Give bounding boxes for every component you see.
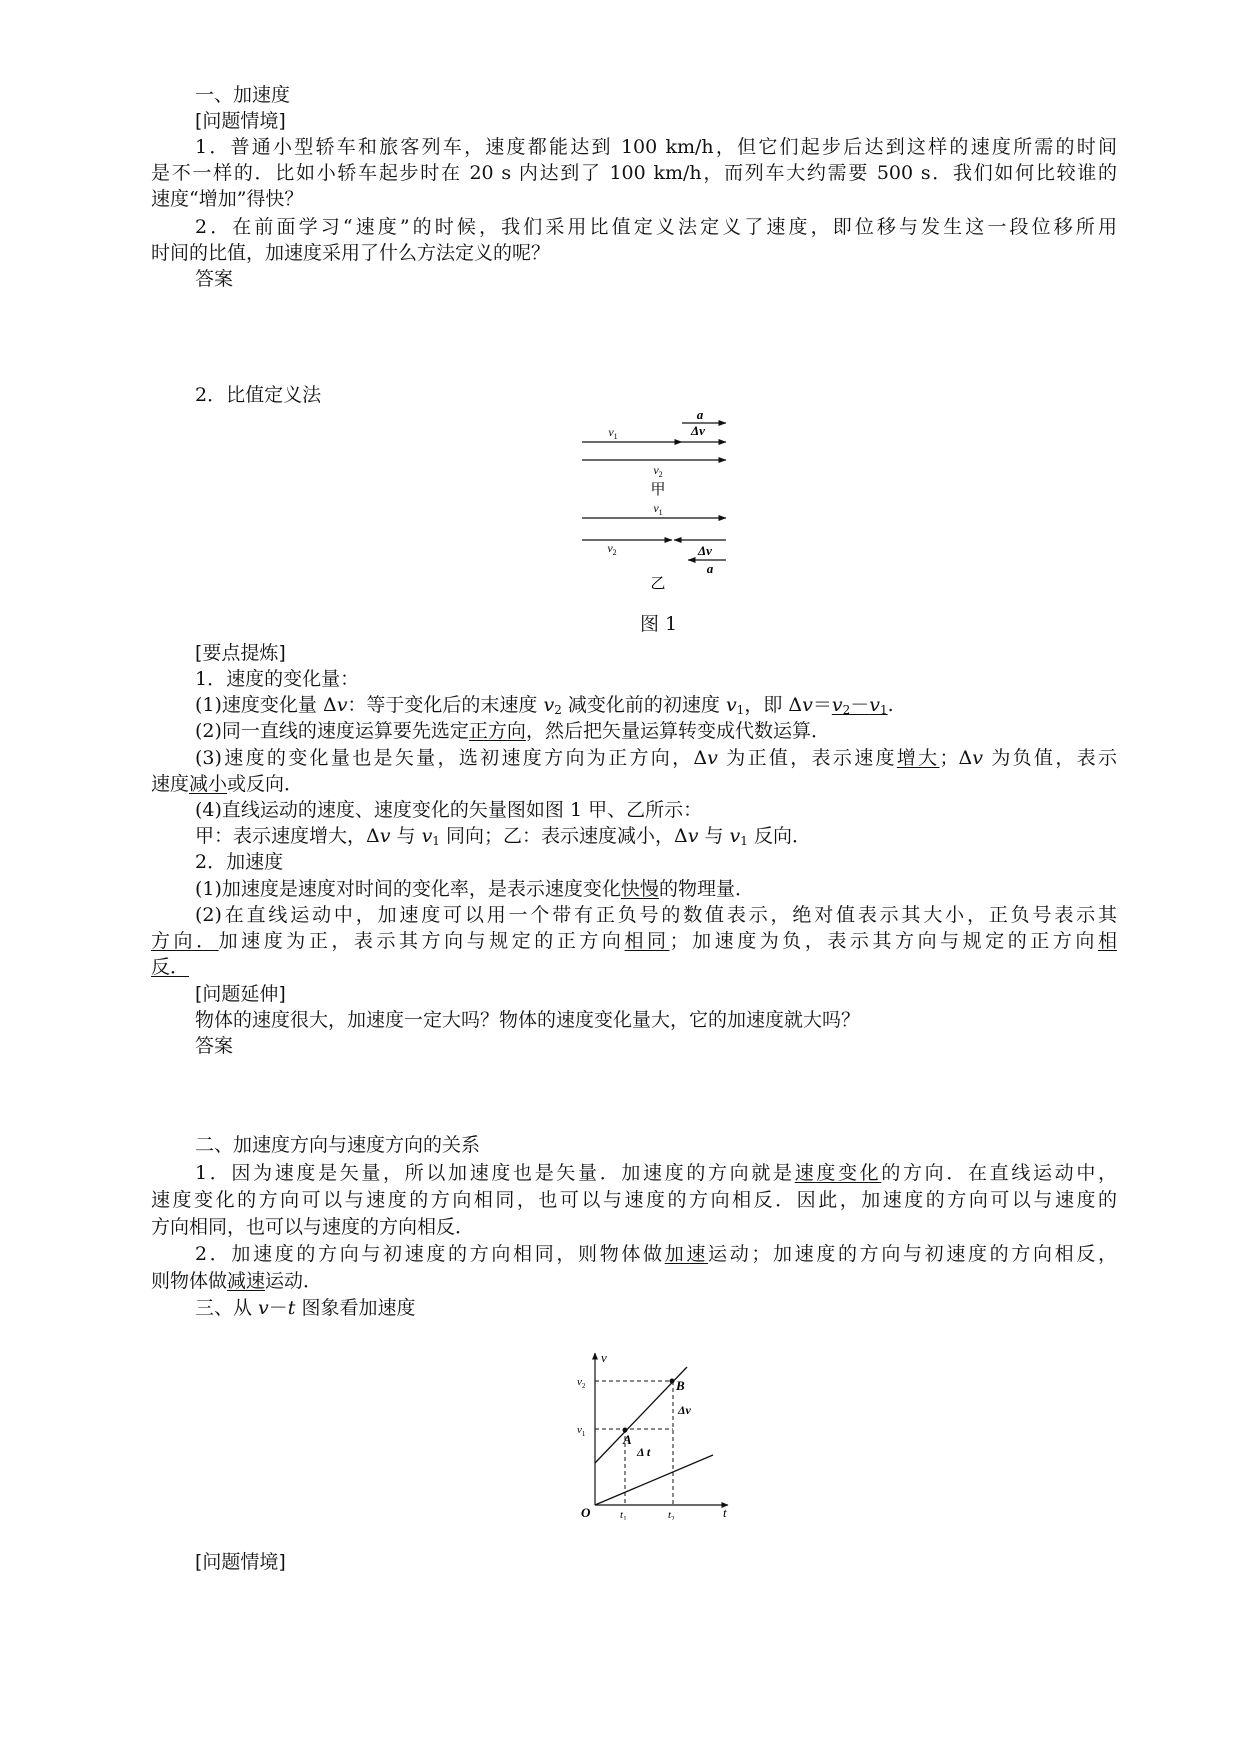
section-title-acceleration: 一、加速度 — [195, 84, 291, 106]
underlined-speed: 快慢 — [620, 878, 659, 900]
label-delta-t: Δ t — [637, 1445, 651, 1459]
question-2-line-1: 2．在前面学习“速度”的时候，我们采用比值定义法定义了速度，即位移与发生这一段位移所用 — [195, 216, 1117, 238]
key-item-2-1: (1)加速度是速度对时间的变化率，是表示速度变化快慢的物理量． — [195, 878, 754, 900]
label-v2-2: $v_2$ — [607, 541, 617, 557]
key-item-2-2-line-1: (2)在直线运动中，加速度可以用一个带有正负号的数值表示，绝对值表示其大小，正负号表示其 — [195, 904, 1117, 926]
underlined-decrease: 减小 — [189, 773, 228, 795]
label-a-1: a — [696, 407, 704, 422]
label-jia: 甲 — [650, 482, 666, 498]
problem-situation-tag: [问题情境] — [195, 110, 286, 132]
key-item-2-2-line-3 — [151, 954, 189, 980]
underlined-opposite-2: 反． — [151, 956, 190, 978]
key-item-1-4: (4)直线运动的速度、速度变化的矢量图如图 1 甲、乙所示： — [195, 799, 703, 821]
sec2-p2-line-2: 则物体做减速运动． — [151, 1270, 323, 1292]
origin-label: O — [581, 1505, 591, 1520]
tick-t1: $t_1$ — [620, 1509, 627, 1520]
key-points-tag: [要点提炼] — [195, 642, 286, 664]
key-item-1-3-line-2: 速度减小或反向． — [151, 773, 304, 795]
answer-2-text: 2．比值定义法 — [195, 384, 322, 406]
underlined-opposite-1: 相 — [1097, 930, 1117, 952]
label-v1-1: $v_1$ — [608, 425, 618, 441]
underlined-accelerate: 加速 — [664, 1243, 709, 1265]
key-item-2: 2．加速度 — [195, 851, 284, 873]
tick-v2: $v_2$ — [577, 1376, 586, 1390]
sec2-p1-line-2: 速度变化的方向可以与速度的方向相同，也可以与速度的方向相反．因此，加速度的方向可以与速度的 — [151, 1189, 1117, 1211]
label-yi: 乙 — [650, 576, 666, 590]
label-v1-2: $v_1$ — [653, 501, 663, 517]
graph-line-2 — [595, 1455, 713, 1505]
underlined-increase: 增大 — [896, 747, 940, 769]
label-delta-v: Δv — [678, 1403, 691, 1417]
underlined-direction: 方向． — [151, 930, 219, 952]
label-v2-1: $v_2$ — [653, 463, 663, 479]
figure-1-vector-diagram — [570, 405, 740, 590]
sec2-p2-line-1: 2．加速度的方向与初速度的方向相同，则物体做加速运动；加速度的方向与初速度的方向相反， — [195, 1243, 1117, 1265]
vt-graph-figure — [575, 1345, 735, 1520]
label-dv-2: Δv — [698, 543, 712, 558]
key-item-2-2-line-2: 方向．加速度为正，表示其方向与规定的正方向相同；加速度为负，表示其方向与规定的正方向相 — [151, 930, 1117, 952]
answer-label-1: 答案 — [195, 268, 234, 290]
problem-situation-tag-2: [问题情境] — [195, 1551, 286, 1573]
axis-label-t: t — [723, 1505, 727, 1520]
axis-label-v: v — [601, 1350, 607, 1365]
underlined-velocity-change: 速度变化 — [794, 1162, 882, 1184]
key-item-jia-yi: 甲：表示速度增大，Δv 与 $v_1$ 同向；乙：表示速度减小，Δv 与 $v_1$ 反向． — [195, 825, 811, 848]
tick-v1: $v_1$ — [577, 1424, 586, 1438]
question-2-line-2: 时间的比值，加速度采用了什么方法定义的呢？ — [151, 242, 551, 264]
point-B — [670, 1379, 675, 1384]
question-1-line-3: 速度“增加”得快？ — [151, 188, 304, 210]
question-1-line-2: 是不一样的．比如小轿车起步时在 20 s 内达到了 100 km/h，而列车大约需要 500 s．我们如何比较谁的 — [151, 162, 1117, 184]
label-a-2: a — [706, 561, 714, 576]
sec2-p1-line-3: 方向相同，也可以与速度的方向相反． — [151, 1216, 475, 1238]
section-title-vt-graph: 三、从 v－t 图象看加速度 — [195, 1297, 416, 1319]
section-title-direction: 二、加速度方向与速度方向的关系 — [195, 1134, 481, 1156]
key-item-1: 1．速度的变化量： — [195, 668, 360, 690]
underlined-same: 相同 — [624, 930, 670, 952]
key-item-1-3-line-1: (3)速度的变化量也是矢量，选初速度方向为正方向，Δv 为正值，表示速度增大；Δv 为负值，表示 — [195, 747, 1117, 769]
extension-question: 物体的速度很大，加速度一定大吗？物体的速度变化量大，它的加速度就大吗？ — [195, 1009, 861, 1031]
underlined-answer-v2-minus-v1: $v_2-v_1$ — [831, 694, 888, 717]
tick-t2: $t_2$ — [668, 1509, 675, 1520]
label-B: B — [676, 1378, 685, 1393]
answer-label-2: 答案 — [195, 1035, 234, 1057]
underlined-positive-direction: 正方向 — [468, 720, 526, 742]
label-dv-1: Δv — [691, 423, 705, 438]
figure-1-caption: 图 1 — [640, 613, 678, 635]
key-item-1-1: (1)速度变化量 Δv：等于变化后的末速度 $v_2$ 减变化前的初速度 $v_1$，即 $\Delta v=v_2-v_1$. — [195, 694, 894, 717]
key-item-1-2: (2)同一直线的速度运算要先选定正方向，然后把矢量运算转变成代数运算． — [195, 720, 830, 742]
question-1-line-1: 1．普通小型轿车和旅客列车，速度都能达到 100 km/h，但它们起步后达到这样的速度所需的时间 — [195, 136, 1117, 158]
sec2-p1-line-1: 1．因为速度是矢量，所以加速度也是矢量．加速度的方向就是速度变化的方向．在直线运动中， — [195, 1162, 1117, 1184]
label-A: A — [623, 1432, 632, 1447]
problem-extension-tag: [问题延伸] — [195, 983, 286, 1005]
underlined-decelerate: 减速 — [227, 1270, 266, 1292]
